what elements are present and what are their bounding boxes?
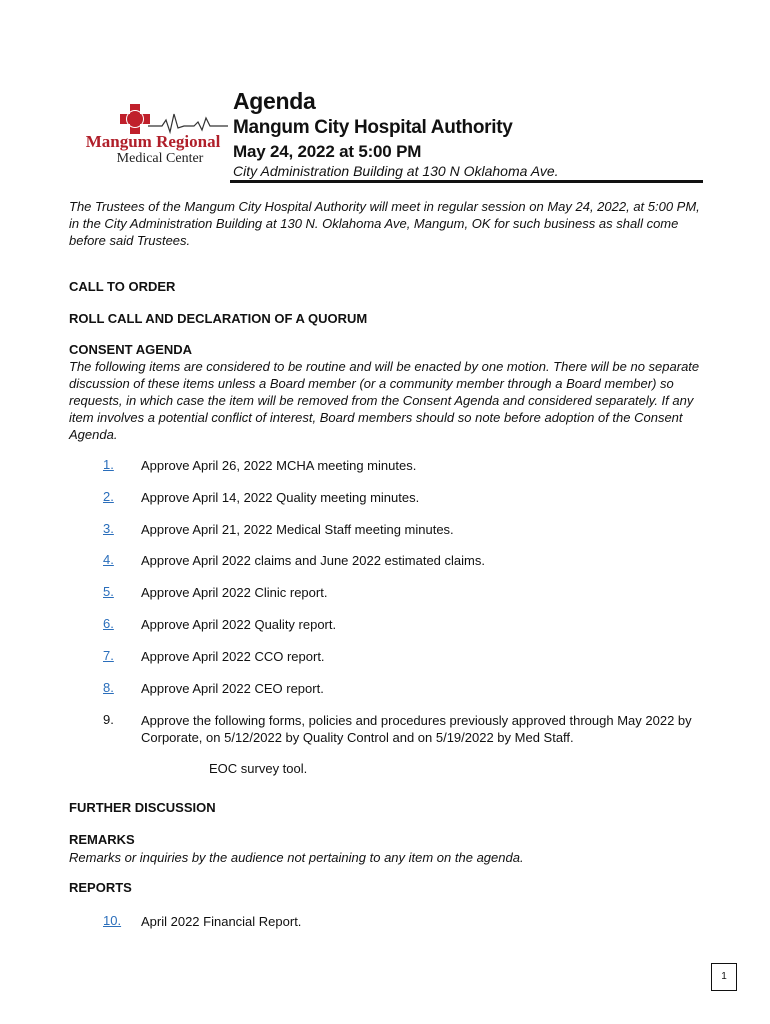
meeting-location: City Administration Building at 130 N Oklahoma Ave.	[233, 163, 559, 179]
medical-cross-icon	[120, 104, 150, 134]
item-number-link[interactable]: 7.	[103, 648, 114, 663]
agenda-item-text: Approve April 2022 CEO report.	[141, 681, 324, 696]
sub-item-eoc-survey: EOC survey tool.	[209, 761, 308, 776]
item-number-link[interactable]: 6.	[103, 616, 114, 631]
section-call-to-order: CALL TO ORDER	[69, 279, 176, 294]
organization-name: Mangum City Hospital Authority	[233, 117, 513, 138]
item-number-link[interactable]: 3.	[103, 521, 114, 536]
agenda-item-text: Approve April 2022 Quality report.	[141, 617, 337, 632]
item-number: 9.	[103, 712, 114, 727]
agenda-item-text: Approve April 2022 claims and June 2022 estimated claims.	[141, 553, 485, 568]
section-roll-call: ROLL CALL AND DECLARATION OF A QUORUM	[69, 311, 368, 326]
item-number-link[interactable]: 1.	[103, 457, 114, 472]
report-item-text: April 2022 Financial Report.	[141, 914, 302, 929]
section-consent-agenda: CONSENT AGENDA	[69, 342, 193, 357]
meeting-date: May 24, 2022 at 5:00 PM	[233, 142, 422, 161]
logo-name: Mangum Regional	[85, 132, 221, 151]
page-number: 1	[711, 963, 737, 991]
header-divider	[230, 180, 703, 183]
section-further-discussion: FURTHER DISCUSSION	[69, 800, 216, 815]
agenda-item-text: Approve April 26, 2022 MCHA meeting minutes.	[141, 458, 417, 473]
section-remarks: REMARKS	[69, 832, 135, 847]
agenda-item-text: Approve the following forms, policies and procedures previously approved through May 2022 by Corporate, on 5/12/2022 by Quality Control and on 5/19/2022 by Med Staff.	[141, 713, 692, 745]
logo-subtitle: Medical Center	[116, 151, 204, 166]
agenda-item-text: Approve April 2022 CCO report.	[141, 649, 325, 664]
item-number-link[interactable]: 5.	[103, 584, 114, 599]
section-reports: REPORTS	[69, 880, 132, 895]
item-number-link[interactable]: 10.	[103, 913, 122, 928]
document-title: Agenda	[233, 88, 316, 114]
intro-paragraph: The Trustees of the Mangum City Hospital Authority will meet in regular session on May 24, 2022, at 5:00 PM, in the City Administration Building at 130 N. Oklahoma Ave, Mangum, OK for such business as shall come before said Trustees.	[69, 199, 700, 248]
agenda-item-text: Approve April 14, 2022 Quality meeting minutes.	[141, 490, 420, 505]
agenda-item-text: Approve April 21, 2022 Medical Staff meeting minutes.	[141, 522, 454, 537]
mangum-regional-logo	[78, 104, 228, 166]
item-number-link[interactable]: 4.	[103, 552, 114, 567]
item-number-link[interactable]: 2.	[103, 489, 114, 504]
item-number-link[interactable]: 8.	[103, 680, 114, 695]
agenda-item-text: Approve April 2022 Clinic report.	[141, 585, 328, 600]
remarks-description: Remarks or inquiries by the audience not pertaining to any item on the agenda.	[69, 850, 524, 865]
consent-agenda-description: The following items are considered to be routine and will be enacted by one motion. There will be no separate discussion of these items unless a Board member (or a community member through a Board member) so requests, in which case the item will be removed from the Consent Agenda and considered separately. If any item involves a potential conflict of interest, Board members should so note before adoption of the Consent Agenda.	[69, 359, 700, 442]
